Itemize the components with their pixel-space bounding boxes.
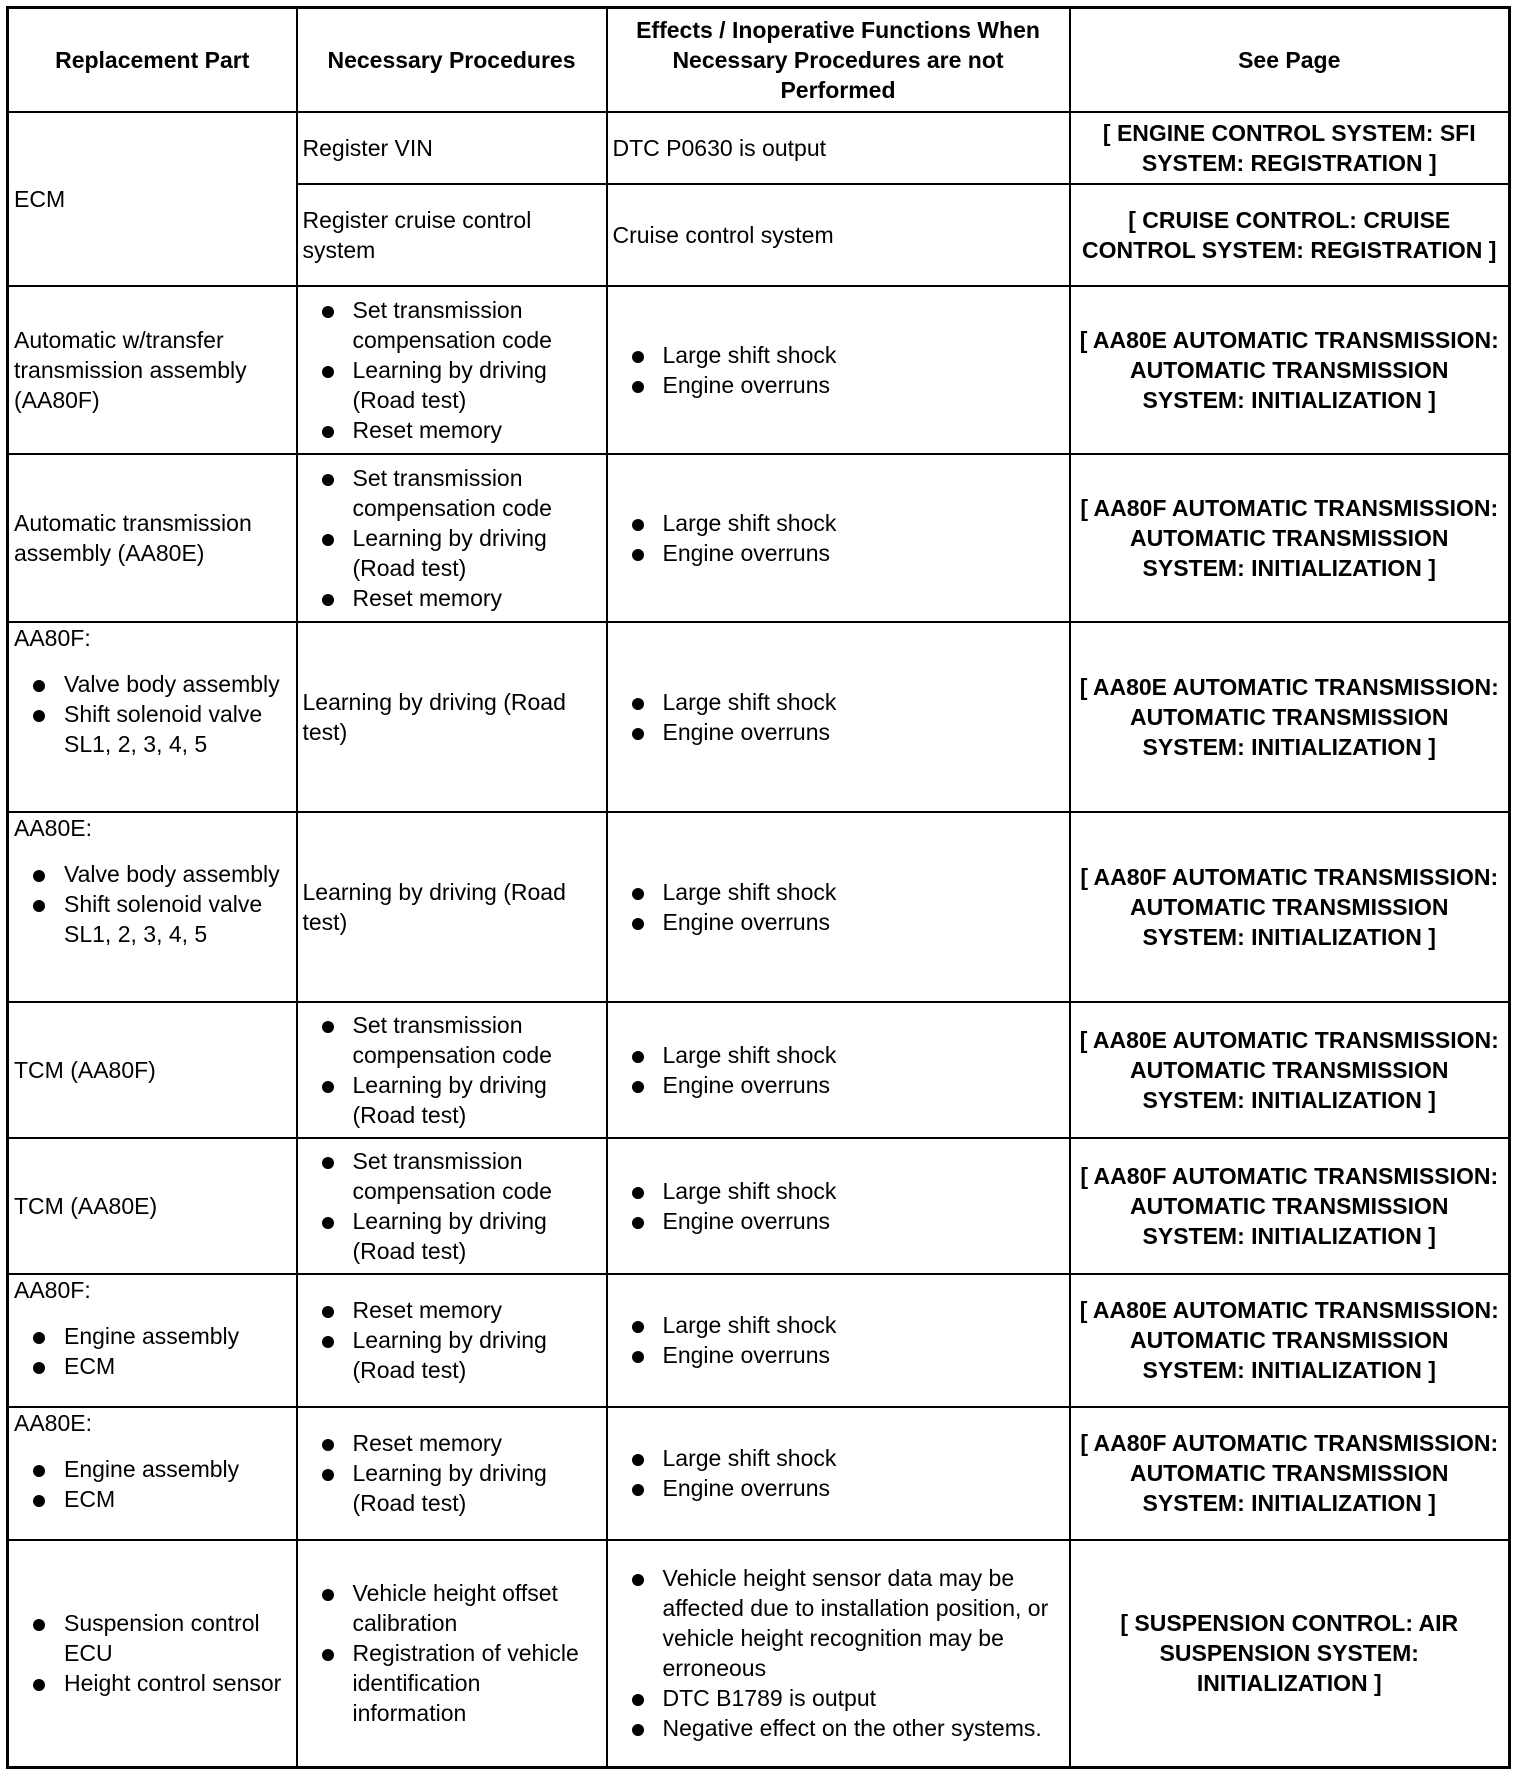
header-effects: Effects / Inoperative Functions When Necessary Procedures are not Performed bbox=[607, 8, 1070, 112]
effect-list bbox=[613, 877, 1064, 937]
part-cell bbox=[8, 1540, 297, 1768]
effect-cell bbox=[607, 1407, 1070, 1540]
effect-list bbox=[613, 1040, 1064, 1100]
procedure-list bbox=[303, 463, 601, 613]
replacement-procedures-table bbox=[6, 6, 1511, 1769]
effect-cell: Cruise control system bbox=[607, 184, 1070, 286]
table-row bbox=[8, 622, 1510, 812]
procedure-list-item: Set transmission compensation code bbox=[303, 463, 601, 523]
procedure-cell bbox=[297, 1407, 607, 1540]
effect-cell bbox=[607, 622, 1070, 812]
effect-cell bbox=[607, 454, 1070, 622]
see-page-link[interactable]: [ AA80F AUTOMATIC TRANSMISSION: AUTOMATIC TRANSMISSION SYSTEM: INITIALIZATION ] bbox=[1070, 1407, 1510, 1540]
see-page-link[interactable]: [ AA80E AUTOMATIC TRANSMISSION: AUTOMATIC TRANSMISSION SYSTEM: INITIALIZATION ] bbox=[1070, 1002, 1510, 1138]
procedure-list-item: Learning by driving (Road test) bbox=[303, 1070, 601, 1130]
table-row bbox=[8, 1407, 1510, 1540]
part-cell bbox=[8, 1407, 297, 1540]
procedure-list-item: Learning by driving (Road test) bbox=[303, 1325, 601, 1385]
procedure-list bbox=[303, 1010, 601, 1130]
part-group-label: AA80E: bbox=[14, 1409, 92, 1436]
procedure-cell bbox=[297, 1002, 607, 1138]
effect-list-item: Large shift shock bbox=[613, 687, 1064, 717]
procedure-list-item: Set transmission compensation code bbox=[303, 295, 601, 355]
table-row bbox=[8, 1138, 1510, 1274]
see-page-link[interactable]: [ ENGINE CONTROL SYSTEM: SFI SYSTEM: REGISTRATION ] bbox=[1070, 112, 1510, 184]
procedure-list-item: Learning by driving (Road test) bbox=[303, 1458, 601, 1518]
effect-list-item: Large shift shock bbox=[613, 508, 1064, 538]
part-list bbox=[14, 669, 291, 759]
ecm-part-cell: ECM bbox=[8, 112, 297, 286]
part-list bbox=[14, 859, 291, 949]
effect-cell bbox=[607, 812, 1070, 1002]
table-row bbox=[8, 454, 1510, 622]
procedure-list bbox=[303, 295, 601, 445]
see-page-link[interactable]: [ CRUISE CONTROL: CRUISE CONTROL SYSTEM: REGISTRATION ] bbox=[1070, 184, 1510, 286]
part-cell: Automatic w/transfer transmission assembly (AA80F) bbox=[8, 286, 297, 454]
effect-list bbox=[613, 1443, 1064, 1503]
effect-list bbox=[613, 1563, 1064, 1743]
effect-list-item: Engine overruns bbox=[613, 370, 1064, 400]
procedure-cell bbox=[297, 286, 607, 454]
table-row bbox=[8, 1274, 1510, 1407]
part-list-item: Valve body assembly bbox=[14, 859, 291, 889]
see-page-link[interactable]: [ AA80E AUTOMATIC TRANSMISSION: AUTOMATIC TRANSMISSION SYSTEM: INITIALIZATION ] bbox=[1070, 622, 1510, 812]
effect-list bbox=[613, 687, 1064, 747]
effect-list-item: Engine overruns bbox=[613, 538, 1064, 568]
part-list-item: Valve body assembly bbox=[14, 669, 291, 699]
see-page-link[interactable]: [ AA80F AUTOMATIC TRANSMISSION: AUTOMATIC TRANSMISSION SYSTEM: INITIALIZATION ] bbox=[1070, 812, 1510, 1002]
effect-list-item: Engine overruns bbox=[613, 717, 1064, 747]
part-cell bbox=[8, 812, 297, 1002]
effect-list bbox=[613, 508, 1064, 568]
table-row bbox=[8, 812, 1510, 1002]
effect-list-item: Vehicle height sensor data may be affected due to installation position, or vehicle height recognition may be erroneous bbox=[613, 1563, 1064, 1683]
part-list-item: Shift solenoid valve SL1, 2, 3, 4, 5 bbox=[14, 699, 291, 759]
effect-cell bbox=[607, 1540, 1070, 1768]
procedure-list bbox=[303, 1578, 601, 1728]
procedure-list-item: Set transmission compensation code bbox=[303, 1010, 601, 1070]
part-list-item: Shift solenoid valve SL1, 2, 3, 4, 5 bbox=[14, 889, 291, 949]
procedure-list-item: Reset memory bbox=[303, 415, 601, 445]
effect-list-item: Engine overruns bbox=[613, 1070, 1064, 1100]
effect-list-item: Engine overruns bbox=[613, 907, 1064, 937]
effect-list-item: Large shift shock bbox=[613, 877, 1064, 907]
part-cell: Automatic transmission assembly (AA80E) bbox=[8, 454, 297, 622]
part-list-item: Engine assembly bbox=[14, 1321, 291, 1351]
procedure-list-item: Learning by driving (Road test) bbox=[303, 523, 601, 583]
table-row bbox=[8, 1540, 1510, 1768]
procedure-list-item: Set transmission compensation code bbox=[303, 1146, 601, 1206]
effect-cell bbox=[607, 1274, 1070, 1407]
procedure-cell: Learning by driving (Road test) bbox=[297, 812, 607, 1002]
procedure-list-item: Learning by driving (Road test) bbox=[303, 1206, 601, 1266]
see-page-link[interactable]: [ AA80F AUTOMATIC TRANSMISSION: AUTOMATIC TRANSMISSION SYSTEM: INITIALIZATION ] bbox=[1070, 1138, 1510, 1274]
effect-list-item: Negative effect on the other systems. bbox=[613, 1713, 1064, 1743]
replacement-procedures-table-container bbox=[6, 6, 1508, 1769]
table-row bbox=[8, 1002, 1510, 1138]
procedure-list bbox=[303, 1146, 601, 1266]
effect-list-item: Engine overruns bbox=[613, 1473, 1064, 1503]
part-list-item: ECM bbox=[14, 1351, 291, 1381]
table-row bbox=[8, 112, 1510, 184]
effect-list-item: Large shift shock bbox=[613, 1443, 1064, 1473]
part-group-label: AA80E: bbox=[14, 814, 92, 841]
see-page-link[interactable]: [ SUSPENSION CONTROL: AIR SUSPENSION SYSTEM: INITIALIZATION ] bbox=[1070, 1540, 1510, 1768]
procedure-cell bbox=[297, 1540, 607, 1768]
header-necessary-procedures: Necessary Procedures bbox=[297, 8, 607, 112]
procedure-list bbox=[303, 1295, 601, 1385]
header-row bbox=[8, 8, 1510, 112]
effect-list-item: DTC B1789 is output bbox=[613, 1683, 1064, 1713]
procedure-list-item: Reset memory bbox=[303, 583, 601, 613]
part-list bbox=[14, 1454, 291, 1514]
procedure-list-item: Registration of vehicle identification information bbox=[303, 1638, 601, 1728]
part-list-item: Height control sensor bbox=[14, 1668, 291, 1698]
effect-list-item: Engine overruns bbox=[613, 1340, 1064, 1370]
part-list-item: ECM bbox=[14, 1484, 291, 1514]
effect-cell bbox=[607, 1138, 1070, 1274]
effect-list-item: Engine overruns bbox=[613, 1206, 1064, 1236]
effect-list bbox=[613, 340, 1064, 400]
procedure-cell bbox=[297, 454, 607, 622]
part-cell: TCM (AA80E) bbox=[8, 1138, 297, 1274]
procedure-list-item: Vehicle height offset calibration bbox=[303, 1578, 601, 1638]
part-cell bbox=[8, 1274, 297, 1407]
see-page-link[interactable]: [ AA80E AUTOMATIC TRANSMISSION: AUTOMATIC TRANSMISSION SYSTEM: INITIALIZATION ] bbox=[1070, 1274, 1510, 1407]
effect-list-item: Large shift shock bbox=[613, 1176, 1064, 1206]
procedure-cell: Register VIN bbox=[297, 112, 607, 184]
procedure-list bbox=[303, 1428, 601, 1518]
see-page-link[interactable]: [ AA80F AUTOMATIC TRANSMISSION: AUTOMATIC TRANSMISSION SYSTEM: INITIALIZATION ] bbox=[1070, 454, 1510, 622]
part-list-item: Suspension control ECU bbox=[14, 1608, 291, 1668]
part-list-item: Engine assembly bbox=[14, 1454, 291, 1484]
effect-list bbox=[613, 1176, 1064, 1236]
effect-cell bbox=[607, 1002, 1070, 1138]
procedure-cell bbox=[297, 1274, 607, 1407]
part-list bbox=[14, 1608, 291, 1698]
part-cell: TCM (AA80F) bbox=[8, 1002, 297, 1138]
procedure-cell: Register cruise control system bbox=[297, 184, 607, 286]
procedure-list-item: Reset memory bbox=[303, 1295, 601, 1325]
effect-cell bbox=[607, 286, 1070, 454]
effect-cell: DTC P0630 is output bbox=[607, 112, 1070, 184]
procedure-cell bbox=[297, 1138, 607, 1274]
part-group-label: AA80F: bbox=[14, 624, 91, 651]
header-see-page: See Page bbox=[1070, 8, 1510, 112]
effect-list-item: Large shift shock bbox=[613, 1310, 1064, 1340]
effect-list bbox=[613, 1310, 1064, 1370]
see-page-link[interactable]: [ AA80E AUTOMATIC TRANSMISSION: AUTOMATIC TRANSMISSION SYSTEM: INITIALIZATION ] bbox=[1070, 286, 1510, 454]
header-replacement-part: Replacement Part bbox=[8, 8, 297, 112]
part-list bbox=[14, 1321, 291, 1381]
part-group-label: AA80F: bbox=[14, 1276, 91, 1303]
part-cell bbox=[8, 622, 297, 812]
table-row bbox=[8, 286, 1510, 454]
procedure-cell: Learning by driving (Road test) bbox=[297, 622, 607, 812]
effect-list-item: Large shift shock bbox=[613, 340, 1064, 370]
procedure-list-item: Reset memory bbox=[303, 1428, 601, 1458]
effect-list-item: Large shift shock bbox=[613, 1040, 1064, 1070]
procedure-list-item: Learning by driving (Road test) bbox=[303, 355, 601, 415]
